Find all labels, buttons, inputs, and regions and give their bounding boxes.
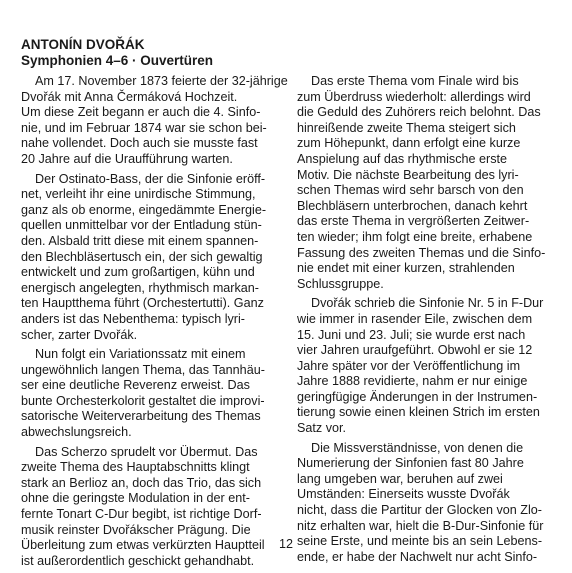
- text-line: lang umgeben war, beruhen auf zwei: [297, 471, 503, 486]
- text-line: die Geduld des Zuhörers reich belohnt. Das: [297, 105, 541, 120]
- text-line: ende, er habe der Nachwelt nur acht Sinfo-: [297, 549, 538, 564]
- text-line: Satz vor.: [297, 421, 346, 436]
- text-line: Dvořák mit Anna Čermáková Hochzeit.: [21, 89, 238, 104]
- text-line: satorische Weiterverarbeitung des Themas: [21, 409, 261, 424]
- text-line: Das Scherzo sprudelt vor Übermut. Das: [35, 444, 258, 459]
- text-line: das erste Thema in vergrößerten Zeitwer-: [297, 214, 530, 229]
- text-line: quellen unmittelbar vor der Entladung stün-: [21, 218, 262, 233]
- text-line: abwechslungsreich.: [21, 425, 132, 440]
- text-line: nie endet mit einer kurzen, strahlenden: [297, 261, 515, 276]
- text-line: Am 17. November 1873 feierte der 32-jährige: [35, 74, 288, 88]
- text-line: wie immer in rasender Eile, zwischen dem: [297, 311, 533, 326]
- text-line: Umständen: Einerseits wusste Dvořák: [297, 487, 510, 502]
- text-line: Nun folgt ein Variationssatz mit einem: [35, 347, 246, 362]
- text-line: Motiv. Die nächste Bearbeitung des lyri-: [297, 167, 519, 182]
- text-line: zum Höhepunkt, dann erfolgt eine kurze: [297, 136, 521, 151]
- text-line: tierung sowie einen kleinen Strich im ersten: [297, 405, 540, 420]
- text-line: nahe vollendet. Doch auch sie musste fast: [21, 136, 258, 151]
- text-line: ten wieder; ihm folgt eine breite, erhabene: [297, 229, 533, 244]
- text-line: nitz erhalten war, hielt die B-Dur-Sinfonie für: [297, 518, 544, 533]
- paragraph: [21, 172, 273, 344]
- text-line: schen Themas wird sehr barsch von den: [297, 183, 524, 198]
- text-line: nie, und im Februar 1874 war sie schon bei-: [21, 120, 267, 135]
- text-line: seine Erste, und meinte bis an sein Lebens-: [297, 534, 543, 549]
- text-line: zum Überdruss wiederholt: allerdings wird: [297, 89, 531, 104]
- text-line: den. Alsbald tritt diese mit einem spannen-: [21, 233, 259, 248]
- text-line: ganz als ob enorme, eingedämmte Energie-: [21, 202, 267, 217]
- text-line: anders ist das Nebenthema: typisch lyri-: [21, 311, 245, 326]
- text-line: Der Ostinato-Bass, der die Sinfonie eröff-: [35, 171, 266, 186]
- work-subtitle: Symphonien 4–6 · Ouvertüren: [21, 53, 214, 68]
- text-line: Jahre 1888 revidierte, nahm er nur einige: [297, 374, 528, 389]
- text-line: Anspielung auf das rhythmische erste: [297, 151, 508, 166]
- text-line: musik reinster Dvořákscher Prägung. Die: [21, 522, 251, 537]
- text-line: ohne die geringste Modulation in der ent-: [21, 491, 250, 506]
- text-line: hinreißende zweite Thema steigert sich: [297, 120, 516, 135]
- text-line: nicht, dass die Partitur der Glocken von Zlo-: [297, 503, 542, 518]
- text-line: Blechbläsern unterbrochen, danach kehrt: [297, 198, 528, 213]
- text-line: scher, zarter Dvořák.: [21, 327, 138, 342]
- paragraph: [297, 296, 549, 436]
- text-line: Dvořák schrieb die Sinfonie Nr. 5 in F-Dur: [311, 296, 544, 311]
- text-line: net, verleiht ihr eine unirdische Stimmung,: [21, 187, 256, 202]
- header: [21, 37, 213, 69]
- page-number: 12: [278, 537, 293, 551]
- text-line: Jahre später vor der Veröffentlichung im: [297, 358, 521, 373]
- text-line: ungewöhnlich langen Thema, das Tannhäu-: [21, 362, 265, 377]
- text-line: Um diese Zeit begann er auch die 4. Sinfo-: [21, 105, 261, 120]
- text-line: Die Missverständnisse, von denen die: [311, 440, 524, 455]
- text-line: 20 Jahre auf die Uraufführung warten.: [21, 151, 233, 166]
- text-line: Überleitung zum etwas verkürzten Hauptteil: [21, 538, 265, 553]
- text-line: 15. Juni und 23. Juli; sie wurde erst nach: [297, 327, 526, 342]
- text-line: bunte Orchesterkolorit gestaltet die improvi-: [21, 393, 265, 408]
- text-line: vier Jahren uraufgeführt. Obwohl er sie 12: [297, 343, 533, 358]
- paragraph: [21, 74, 288, 168]
- text-line: Fassung des zweiten Themas und die Sinfo-: [297, 245, 546, 260]
- text-line: Numerierung der Sinfonien fast 80 Jahre: [297, 456, 524, 471]
- text-line: energisch angelegten, rhythmisch markan-: [21, 280, 260, 295]
- text-line: Schlussgruppe.: [297, 276, 384, 291]
- text-line: ist außerordentlich geschickt gehandhabt.: [21, 553, 255, 568]
- text-line: ten Hauptthema führt (Orchestertutti). Ganz: [21, 296, 264, 311]
- composer-title: ANTONÍN DVOŘÁK: [21, 37, 145, 52]
- text-line: Das erste Thema vom Finale wird bis: [311, 74, 519, 88]
- text-line: ser eine deutliche Reverenz erweist. Das: [21, 378, 250, 393]
- text-line: zweite Thema des Hauptabschnitts klingt: [21, 460, 250, 475]
- text-line: stark an Berlioz an, doch das Trio, das sich: [21, 475, 262, 490]
- text-line: geringfügige Änderungen in der Instrumen-: [297, 389, 538, 404]
- text-line: entwickelt und zum großartigen, kühn und: [21, 265, 255, 280]
- paragraph: [21, 347, 273, 441]
- paragraph: [297, 74, 549, 292]
- text-line: fernte Tonart C-Dur begibt, ist richtige Dorf-: [21, 507, 262, 522]
- text-line: den Blechbläsertusch ein, der sich gewaltig: [21, 249, 263, 264]
- right-column: [297, 74, 549, 569]
